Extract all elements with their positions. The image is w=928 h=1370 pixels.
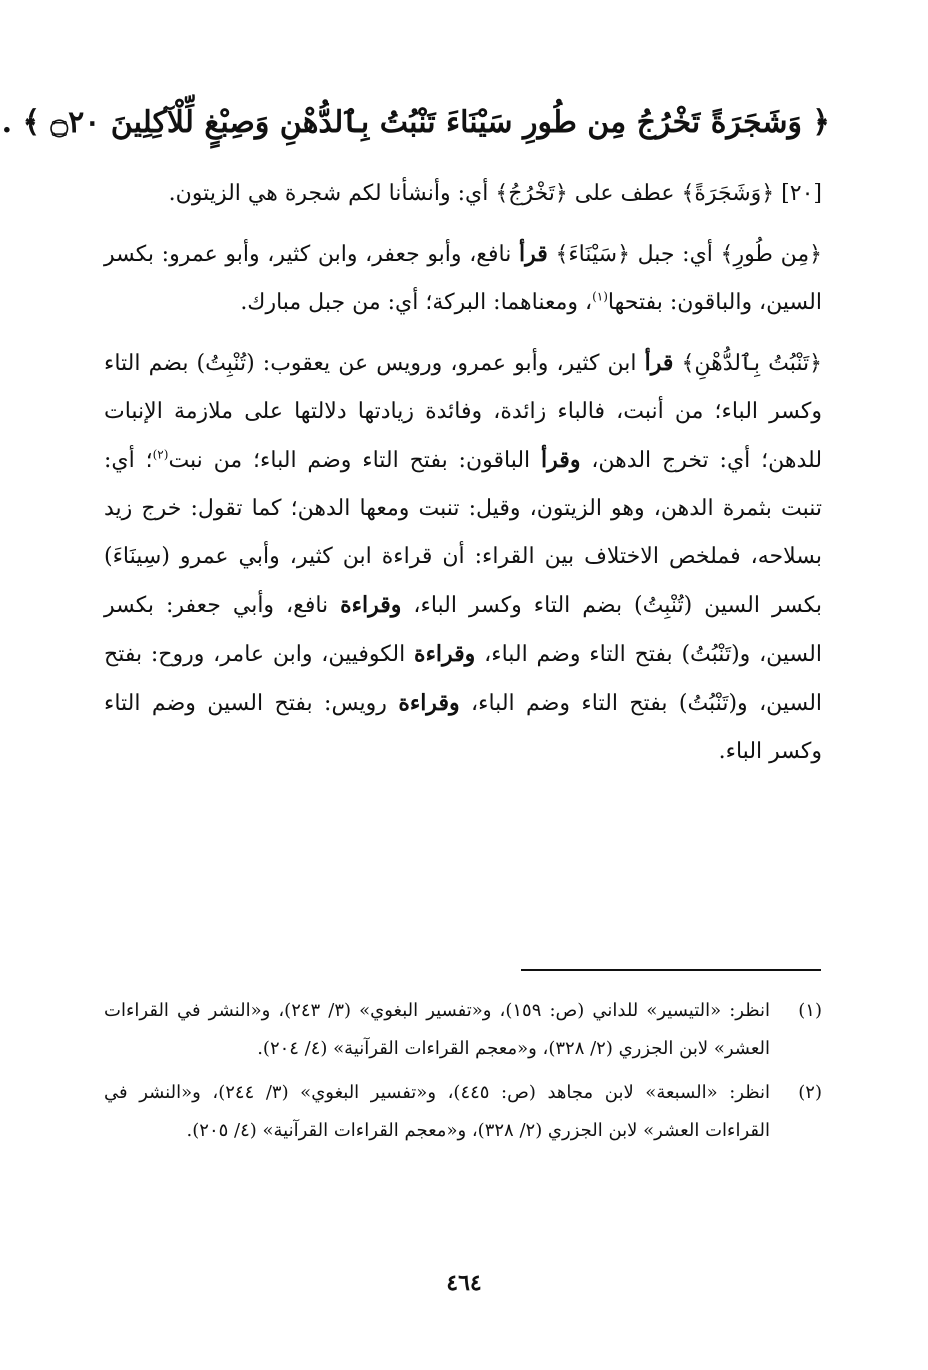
paragraph-3-part-e: الباقون: بفتح التاء وضم الباء؛ من نبت [168,448,531,473]
paragraph-1-text: [٢٠] ﴿وَشَجَرَةً﴾ عطف على ﴿تَخْرُجُ﴾ أي: وأنشأنا لكم شجرة هي الزيتون. [168,181,822,206]
paragraph-3 [104,339,822,776]
footnote-text: انظر: «التيسير» للداني (ص: ١٥٩)، و«تفسير البغوي» (٣/ ٢٤٣)، و«النشر في القراءات العشر» لابن الجزري (٢/ ٣٢٨)، و«معجم القراءات القرآنية» (٤/ ٢٠٤). [104,1000,770,1059]
paragraph-3-qiraa-label-4: وقراءة [398,690,460,716]
paragraph-3-part-l: رويس: بفتح السين وضم التاء وكسر الباء. [104,691,822,764]
paragraph-3-part-j: الكوفيين، وابن عامر، وروح: بفتح السين، و(تَنْبُتُ) بفتح التاء وضم الباء، [104,642,823,716]
paragraph-2-part-d: ، ومعناهما: البركة؛ أي: من جبل مبارك. [240,290,593,315]
footnote-separator [521,969,821,971]
footnote-number: (٢) [798,1082,822,1103]
footnote-number: (١) [798,1000,822,1021]
paragraph-3-waqaraa-label: وقرأ [541,447,581,473]
paragraph-3-qiraa-label-2: وقراءة [340,592,402,618]
footnote-ref-1: (١) [592,289,608,304]
paragraph-3-qiraa-label: قرأ [644,350,674,376]
footnote-item [104,992,822,1068]
page-number: ٤٦٤ [446,1270,482,1296]
footnote-item [104,1074,822,1150]
paragraph-3-part-h: نافع، وأبي جعفر: بكسر السين، و(تَنْبُتُ) بفتح التاء وضم الباء، [104,593,823,667]
paragraph-2-part-a: ﴿مِن طُورِ﴾ أي: جبل ﴿سَيْنَاءَ﴾ [555,242,823,267]
commentary-body [104,170,822,788]
footnote-ref-2: (٢) [152,447,169,462]
paragraph-3-part-a: ﴿تَنْبُتُ بِٱلدُّهْنِ﴾ [681,351,822,376]
paragraph-2-part-c: نافع، وأبو جعفر، وابن كثير، وأبو عمرو: بكسر السين، والباقون: بفتحها [104,242,822,315]
footnotes [104,992,822,1156]
paragraph-3-part-f: ؛ أي: تنبت بثمرة الدهن، وهو الزيتون، وقيل: تنبت ومعها الدهن؛ كما تقول: خرج زيد بسلاحه، فملخص الاختلاف بين القراء: أن قراءة ابن كثير، وأبي عمرو (سِينَاءَ) بكسر السين (تُنْبِتُ) بضم التاء وكسر الباء، [104,448,822,618]
paragraph-2-qiraa-label: قرأ [519,241,548,267]
paragraph-1 [104,170,822,218]
footnote-text: انظر: «السبعة» لابن مجاهد (ص: ٤٤٥)، و«تفسير البغوي» (٣/ ٢٤٤)، و«النشر في القراءات العشر» لابن الجزري (٢/ ٣٢٨)، و«معجم القراءات القرآنية» (٤/ ٢٠٥). [104,1082,770,1141]
paragraph-3-part-c: ابن كثير، وأبو عمرو، ورويس عن يعقوب: (تُنْبِتُ) بضم التاء وكسر الباء؛ من أنبت، فالباء زائدة، وفائدة زيادتها دلالتها على ملازمة الإنبات للدهن؛ أي: تخرج الدهن، [104,351,823,473]
paragraph-3-qiraa-label-3: وقراءة [414,641,476,667]
quran-verse-heading: ﴿ وَشَجَرَةً تَخْرُجُ مِن طُورِ سَيْنَاءَ تَنْبُتُ بِٱلدُّهْنِ وَصِبْغٍ لِّلْآكِلِينَ ۝٢٠ ﴾ . [1,105,830,140]
paragraph-2 [104,230,822,327]
